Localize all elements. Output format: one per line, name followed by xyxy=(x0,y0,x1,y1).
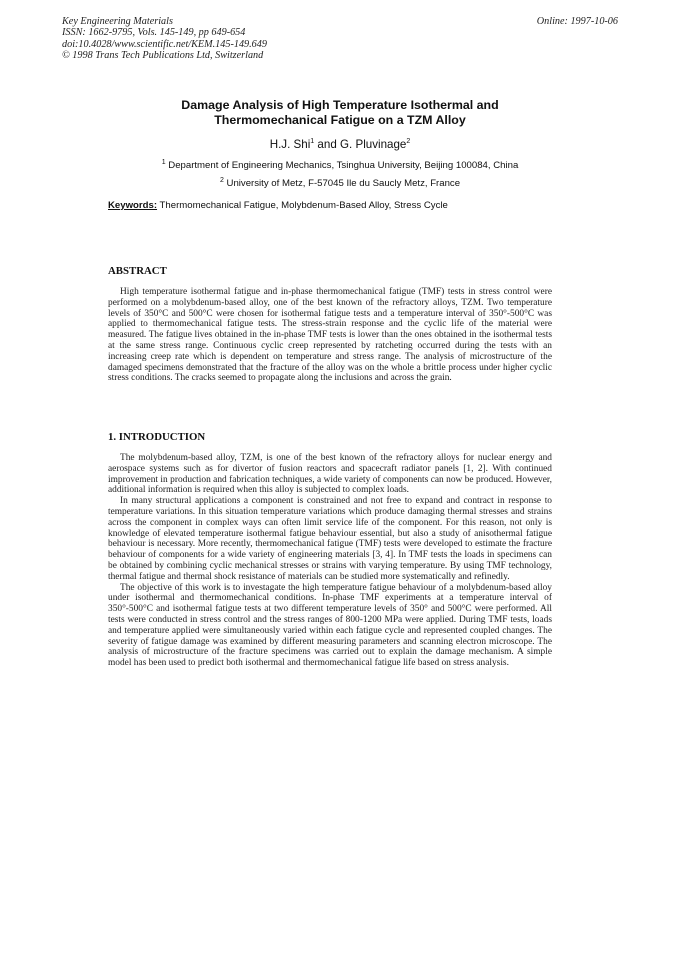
doi-line: doi:10.4028/www.scientific.net/KEM.145-149.649 xyxy=(62,38,267,50)
online-date: Online: 1997-10-06 xyxy=(536,16,618,27)
journal-name: Key Engineering Materials xyxy=(62,16,173,27)
paper-title xyxy=(100,98,580,128)
keywords-line xyxy=(108,200,578,211)
keywords-text: Thermomechanical Fatigue, Molybdenum-Based Alloy, Stress Cycle xyxy=(159,200,448,211)
affiliation-1 xyxy=(90,160,590,171)
title-line-2: Thermomechanical Fatigue on a TZM Alloy xyxy=(214,113,466,127)
copyright-line: © 1998 Trans Tech Publications Ltd, Switzerland xyxy=(62,50,264,62)
author-1: H.J. Shi xyxy=(269,138,311,151)
journal-header xyxy=(62,16,618,62)
issn-line: ISSN: 1662-9795, Vols. 145-149, pp 649-654 xyxy=(62,27,246,39)
affiliation-1-mark: 1 xyxy=(161,158,166,166)
intro-paragraph-1: The molybdenum-based alloy, TZM, is one of the best known of the refractory alloys for nuclear energy and aerospace systems such as for divertor of fusion reactors and spacecraft radiator panels [1, 2]. With continued improvement in production and fabrication techniques, a wide variety of components can now be produced. However, additional information is required when this alloy is subjected to complex loads. xyxy=(108,453,552,496)
affiliation-2 xyxy=(90,178,590,189)
abstract-heading: ABSTRACT xyxy=(108,265,167,277)
title-line-1: Damage Analysis of High Temperature Isothermal and xyxy=(181,98,499,112)
intro-paragraph-2: In many structural applications a component is constrained and not free to expand and contract in response to temperature variations. In this situation temperature variations which produce damaging thermal stresses and strains across the component in complex ways can often limit service life of the component. For this reason, not only is knowledge of elevated temperature isothermal fatigue behaviour essential, but also a study of anisothermal fatigue behaviour is necessary. More recently, thermomechanical fatigue (TMF) tests were developed to estimate the fracture behaviour of components for a wide variety of engineering materials [3, 4]. In TMF tests the loads in specimens can be obtained by combining cyclic mechanical stresses or strains with varying temperature. By using TMF technology, thermal fatigue and thermal shock resistance of materials can be studied more systematically and refinedly. xyxy=(108,496,552,582)
author-1-affiliation-mark: 1 xyxy=(310,138,315,146)
abstract-body xyxy=(108,287,552,384)
affiliation-2-text: University of Metz, F-57045 Ile du Saucly Metz, France xyxy=(226,178,461,189)
affiliation-1-text: Department of Engineering Mechanics, Tsinghua University, Beijing 100084, China xyxy=(168,160,519,171)
intro-paragraph-3: The objective of this work is to investagate the high temperature fatigue behaviour of a molybdenum-based alloy under isothermal and thermomechanical conditions. In-phase TMF experiments at a temperature interval of 350°-500°C and isothermal fatigue tests at two different temperature levels of 350° and 500°C were performed. All tests were conducted in stress control and the stress ranges of 800-1200 MPa were applied. During TMF tests, loads and temperature applied were simultaneously varied within each fatigue cycle and represented coupled changes. The severity of fatigue damage was examined by different measuring parameters and scanning electron microscope. The analysis of microstructure of the fracture specimens was carried out to explain the damage mechanism. A simple model has been used to predict both isothermal and thermomechanical fatigue life based on stress analysis. xyxy=(108,582,552,669)
author-list xyxy=(100,138,580,151)
abstract-paragraph: High temperature isothermal fatigue and in-phase thermomechanical fatigue (TMF) tests in stress control were performed on a molybdenum-based alloy, one of the best known of the refractory alloys, TZM. Two temperature levels of 350°C and 500°C were chosen for isothermal fatigue tests and a temperature interval of 350°-500°C was applied to thermomechanical fatigue tests. The stress-strain response and the cyclic life of the material were measured. The fatigue lives obtained in the in-phase TMF tests is lower than the ones obtained in the isothermal tests at the same stress range. Continuous cyclic creep represented by ratcheting occurred during the tests with an increasing creep rate which is dependent on temperature and stress range. The analysis of microstructure of the damaged specimens demonstrated that the fracture of the alloy was on the whole a brittle process under higher cyclic stress conditions. The cracks seemed to propagate along the inclusions and across the grain. xyxy=(108,287,552,384)
author-2-affiliation-mark: 2 xyxy=(406,138,411,146)
author-2: G. Pluvinage xyxy=(340,138,407,151)
introduction-body xyxy=(108,453,552,669)
affiliation-2-mark: 2 xyxy=(219,176,224,184)
keywords-label: Keywords: xyxy=(108,200,158,211)
author-separator: and xyxy=(314,138,340,151)
introduction-heading: 1. INTRODUCTION xyxy=(108,431,206,443)
